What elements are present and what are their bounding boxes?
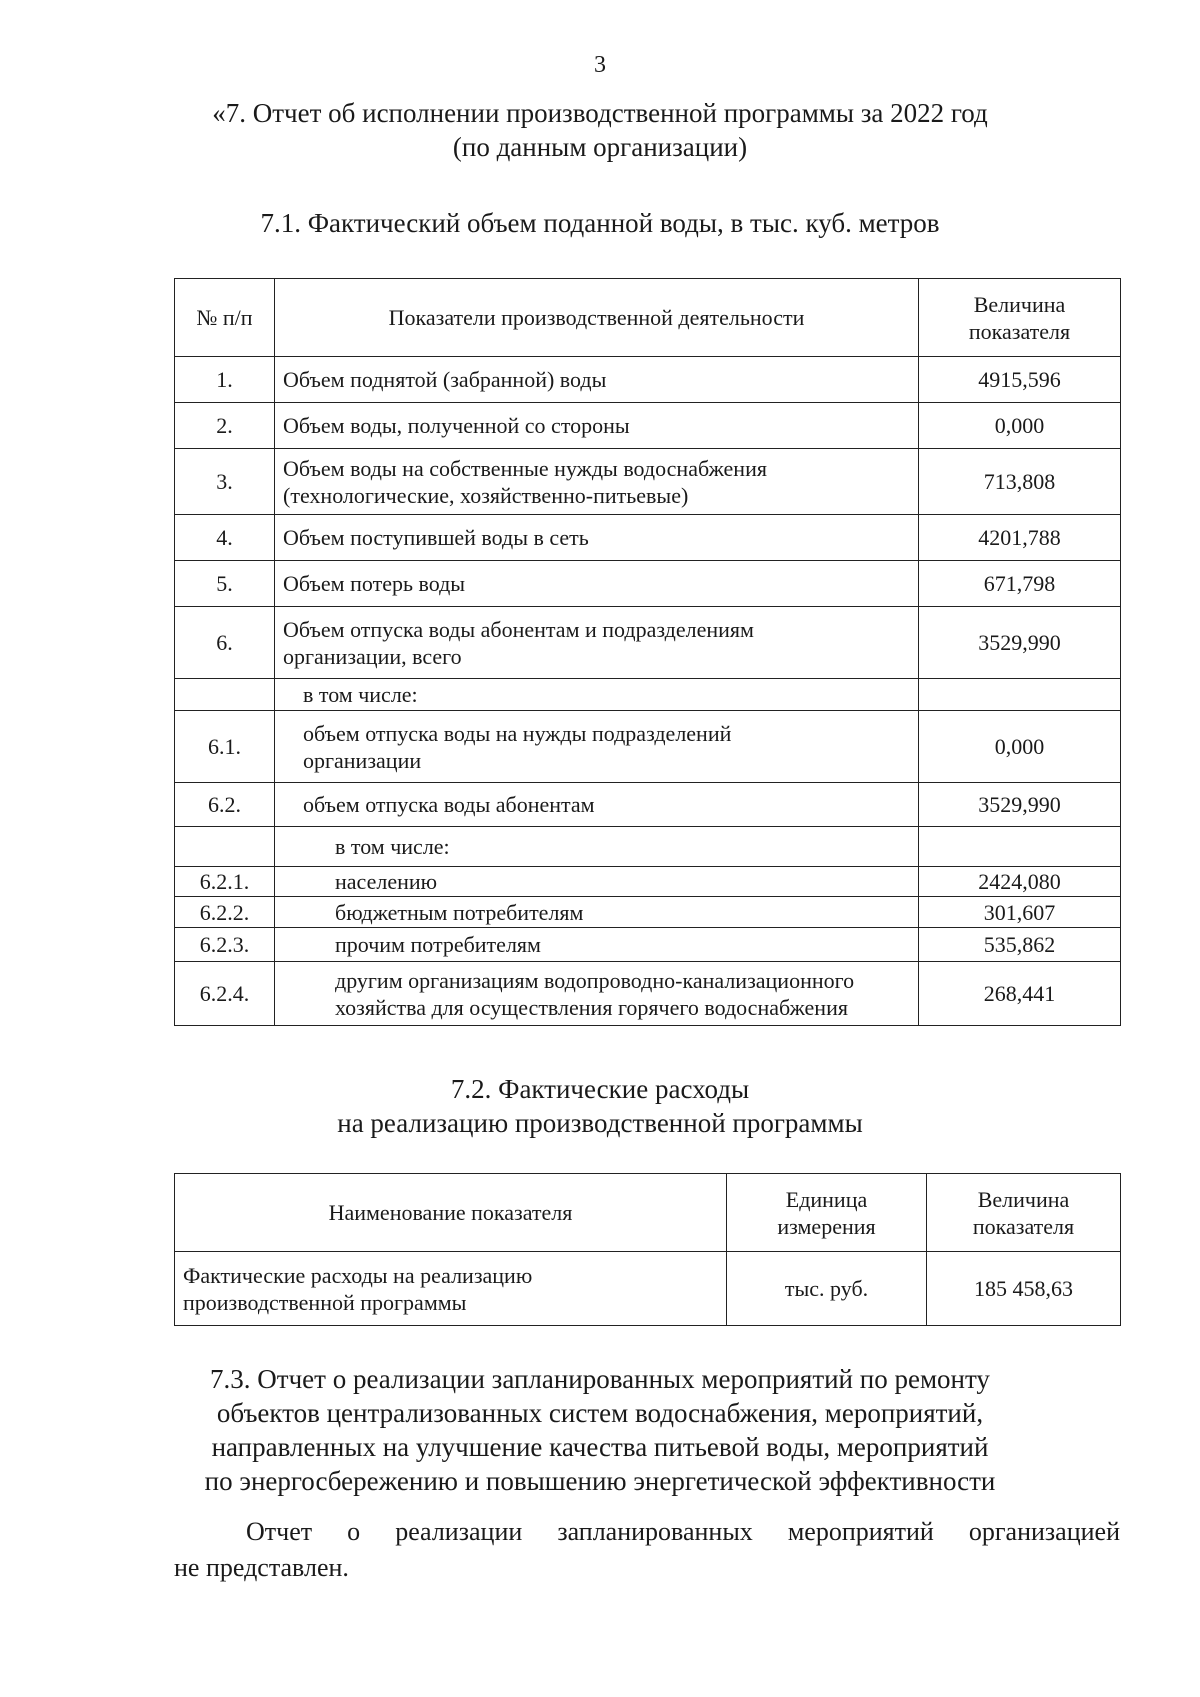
row-indicator: Объем воды, полученной со стороны — [275, 403, 919, 449]
row-num: 6. — [175, 607, 275, 679]
row-indicator-line-2: организации — [303, 747, 422, 773]
header-value-line-1: Величина — [973, 291, 1066, 317]
table-row — [175, 449, 1121, 515]
section-7-2-title — [0, 1072, 1200, 1140]
row-indicator: прочим потребителям — [275, 928, 919, 962]
row-indicator-line-1: Объем отпуска воды абонентам и подразделениям — [283, 616, 754, 642]
table-row — [175, 515, 1121, 561]
row-indicator — [275, 711, 919, 783]
row-num: 4. — [175, 515, 275, 561]
row-indicator — [175, 1252, 727, 1326]
row-indicator: населению — [275, 867, 919, 897]
row-value: 0,000 — [919, 403, 1121, 449]
header-value-line-2: показателя — [968, 318, 1071, 344]
table-row — [175, 679, 1121, 711]
row-num: 6.2. — [175, 783, 275, 827]
row-indicator — [275, 607, 919, 679]
row-num: 6.2.2. — [175, 897, 275, 928]
water-volume-table — [174, 278, 1121, 1026]
header-indicator-name: Наименование показателя — [175, 1174, 727, 1252]
section-7-2-title-line-1: 7.2. Фактические расходы — [450, 1074, 750, 1104]
row-indicator — [275, 962, 919, 1026]
table-header-row — [175, 1174, 1121, 1252]
row-value: 185 458,63 — [927, 1252, 1121, 1326]
row-num: 2. — [175, 403, 275, 449]
table-header-row — [175, 279, 1121, 357]
row-value — [919, 679, 1121, 711]
header-unit — [727, 1174, 927, 1252]
row-indicator: Объем поднятой (забранной) воды — [275, 357, 919, 403]
table-row — [175, 607, 1121, 679]
row-indicator: в том числе: — [275, 827, 919, 867]
row-indicator: Объем потерь воды — [275, 561, 919, 607]
section-7-3-title-line-3: направленных на улучшение качества питьевой воды, мероприятий — [211, 1432, 989, 1462]
expenses-table — [174, 1173, 1121, 1326]
page-number: 3 — [594, 52, 606, 78]
row-num: 1. — [175, 357, 275, 403]
row-num: 6.1. — [175, 711, 275, 783]
row-indicator-line-1: объем отпуска воды на нужды подразделений — [303, 720, 732, 746]
row-indicator-line-1: Фактические расходы на реализацию — [183, 1262, 533, 1288]
table-row — [175, 783, 1121, 827]
row-value: 713,808 — [919, 449, 1121, 515]
row-value: 671,798 — [919, 561, 1121, 607]
section-7-title-line-2: (по данным организации) — [452, 132, 748, 162]
table-row — [175, 897, 1121, 928]
table-row — [175, 827, 1121, 867]
table-row — [175, 711, 1121, 783]
paragraph-line-2: не представлен. — [174, 1553, 349, 1582]
row-value: 301,607 — [919, 897, 1121, 928]
section-7-3-paragraph — [174, 1514, 1120, 1586]
row-value: 535,862 — [919, 928, 1121, 962]
row-num: 6.2.3. — [175, 928, 275, 962]
row-indicator — [275, 449, 919, 515]
section-7-2-title-line-2: на реализацию производственной программы — [337, 1108, 863, 1138]
header-indicator: Показатели производственной деятельности — [275, 279, 919, 357]
row-value: 2424,080 — [919, 867, 1121, 897]
row-value: 268,441 — [919, 962, 1121, 1026]
header-value-line-1: Величина — [977, 1186, 1070, 1212]
row-num: 6.2.4. — [175, 962, 275, 1026]
row-indicator-line-2: хозяйства для осуществления горячего водоснабжения — [335, 994, 848, 1020]
row-indicator-line-1: другим организациям водопроводно-канализационного — [335, 967, 855, 993]
row-num: 6.2.1. — [175, 867, 275, 897]
row-value: 4915,596 — [919, 357, 1121, 403]
table-row — [175, 357, 1121, 403]
header-value-line-2: показателя — [972, 1213, 1075, 1239]
row-num — [175, 679, 275, 711]
row-indicator-line-2: организации, всего — [283, 643, 462, 669]
header-num: № п/п — [175, 279, 275, 357]
section-7-title — [0, 96, 1200, 164]
row-indicator: Объем поступившей воды в сеть — [275, 515, 919, 561]
table-row — [175, 403, 1121, 449]
section-7-1-title-text: 7.1. Фактический объем поданной воды, в тыс. куб. метров — [260, 208, 940, 238]
row-indicator-line-2: (технологические, хозяйственно-питьевые) — [283, 482, 689, 508]
table-row — [175, 928, 1121, 962]
row-indicator-line-2: производственной программы — [183, 1289, 467, 1315]
section-7-3-title-line-4: по энергосбережению и повышению энергетической эффективности — [204, 1466, 996, 1496]
row-indicator: объем отпуска воды абонентам — [275, 783, 919, 827]
header-value — [919, 279, 1121, 357]
section-7-3-title-line-1: 7.3. Отчет о реализации запланированных мероприятий по ремонту — [210, 1364, 990, 1394]
row-value: 0,000 — [919, 711, 1121, 783]
row-num — [175, 827, 275, 867]
table-row — [175, 962, 1121, 1026]
row-value — [919, 827, 1121, 867]
header-unit-line-1: Единица — [785, 1186, 868, 1212]
row-indicator: в том числе: — [275, 679, 919, 711]
table-row — [175, 867, 1121, 897]
paragraph-line-1: Отчет о реализации запланированных мероприятий организацией — [246, 1517, 1120, 1546]
row-unit: тыс. руб. — [727, 1252, 927, 1326]
header-value — [927, 1174, 1121, 1252]
row-value: 4201,788 — [919, 515, 1121, 561]
row-indicator: бюджетным потребителям — [275, 897, 919, 928]
row-num: 3. — [175, 449, 275, 515]
section-7-1-title — [0, 206, 1200, 240]
section-7-3-title — [0, 1362, 1200, 1498]
table-row — [175, 1252, 1121, 1326]
row-num: 5. — [175, 561, 275, 607]
table-row — [175, 561, 1121, 607]
row-value: 3529,990 — [919, 783, 1121, 827]
row-indicator-line-1: Объем воды на собственные нужды водоснабжения — [283, 455, 767, 481]
section-7-3-title-line-2: объектов централизованных систем водоснабжения, мероприятий, — [216, 1398, 984, 1428]
section-7-title-line-1: «7. Отчет об исполнении производственной программы за 2022 год — [212, 98, 988, 128]
row-value: 3529,990 — [919, 607, 1121, 679]
header-unit-line-2: измерения — [777, 1213, 876, 1239]
